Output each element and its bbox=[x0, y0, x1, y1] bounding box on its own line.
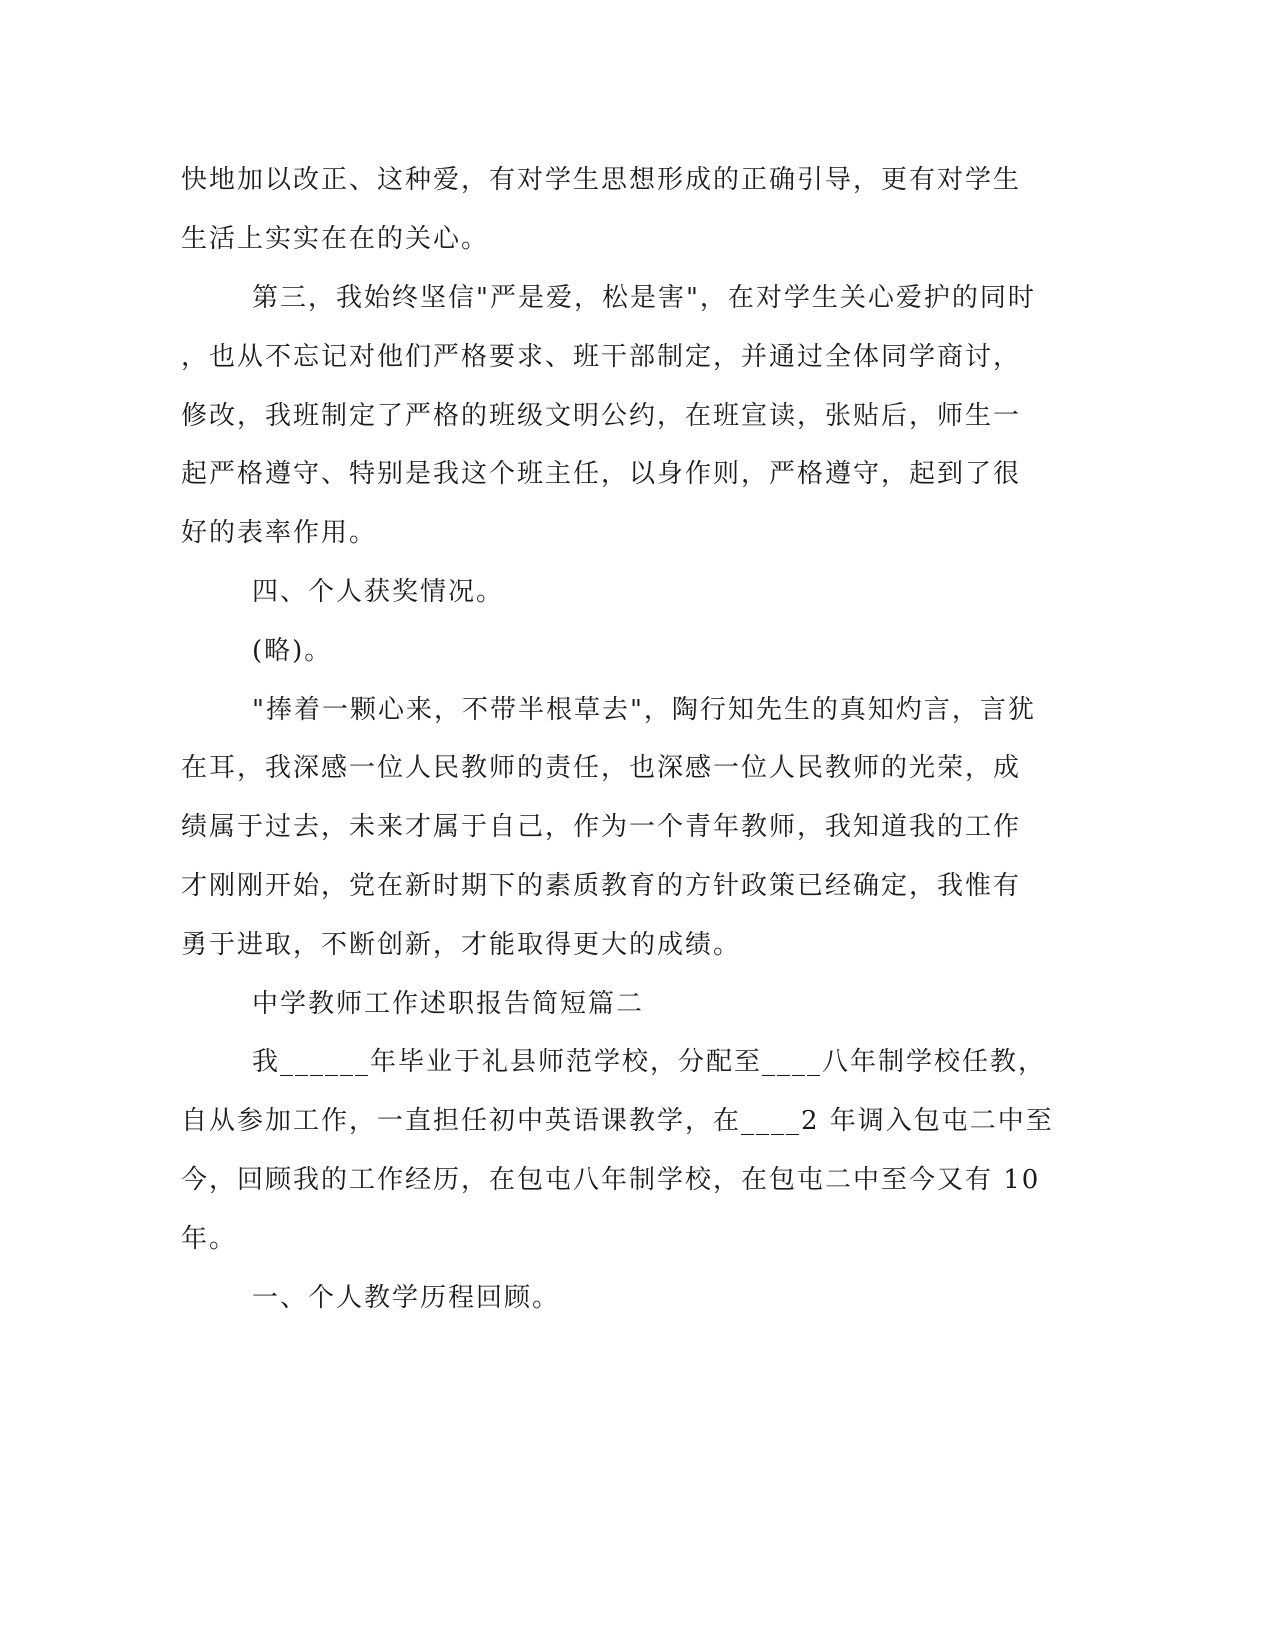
text-line: 修改，我班制定了严格的班级文明公约，在班宣读，张贴后，师生一 bbox=[181, 401, 1022, 431]
text-line: 我______年毕业于礼县师范学校，分配至____八年制学校任教， bbox=[252, 1047, 1047, 1077]
text-line: 才刚刚开始，党在新时期下的素质教育的方针政策已经确定，我惟有 bbox=[181, 871, 1022, 901]
text-line: "捧着一颗心来，不带半根草去"，陶行知先生的真知灼言，言犹 bbox=[252, 695, 1036, 725]
text-line: ，也从不忘记对他们严格要求、班干部制定，并通过全体同学商讨， bbox=[181, 342, 1022, 372]
text-line: 在耳，我深感一位人民教师的责任，也深感一位人民教师的光荣，成 bbox=[181, 753, 1022, 783]
text-line: 年。 bbox=[181, 1224, 238, 1254]
text-line: 第三，我始终坚信"严是爱，松是害"，在对学生关心爱护的同时 bbox=[252, 283, 1036, 313]
section-title: 中学教师工作述职报告简短篇二 bbox=[252, 989, 645, 1019]
section-heading: 一、个人教学历程回顾。 bbox=[252, 1283, 561, 1313]
text-line: 生活上实实在在的关心。 bbox=[181, 224, 490, 254]
text-line: 绩属于过去，未来才属于自己，作为一个青年教师，我知道我的工作 bbox=[181, 812, 1022, 842]
text-line: 好的表率作用。 bbox=[181, 518, 378, 548]
text-line: 今，回顾我的工作经历，在包屯八年制学校，在包屯二中至今又有 10 bbox=[181, 1165, 1041, 1195]
text-line: 起严格遵守、特别是我这个班主任，以身作则，严格遵守，起到了很 bbox=[181, 459, 1022, 489]
text-line: 快地加以改正、这种爱，有对学生思想形成的正确引导，更有对学生 bbox=[181, 165, 1022, 195]
text-line: 勇于进取，不断创新，才能取得更大的成绩。 bbox=[181, 930, 742, 960]
text-line: 自从参加工作，一直担任初中英语课教学，在____2 年调入包屯二中至 bbox=[181, 1106, 1054, 1136]
section-heading: 四、个人获奖情况。 bbox=[252, 577, 505, 607]
text-line: (略)。 bbox=[252, 636, 333, 666]
